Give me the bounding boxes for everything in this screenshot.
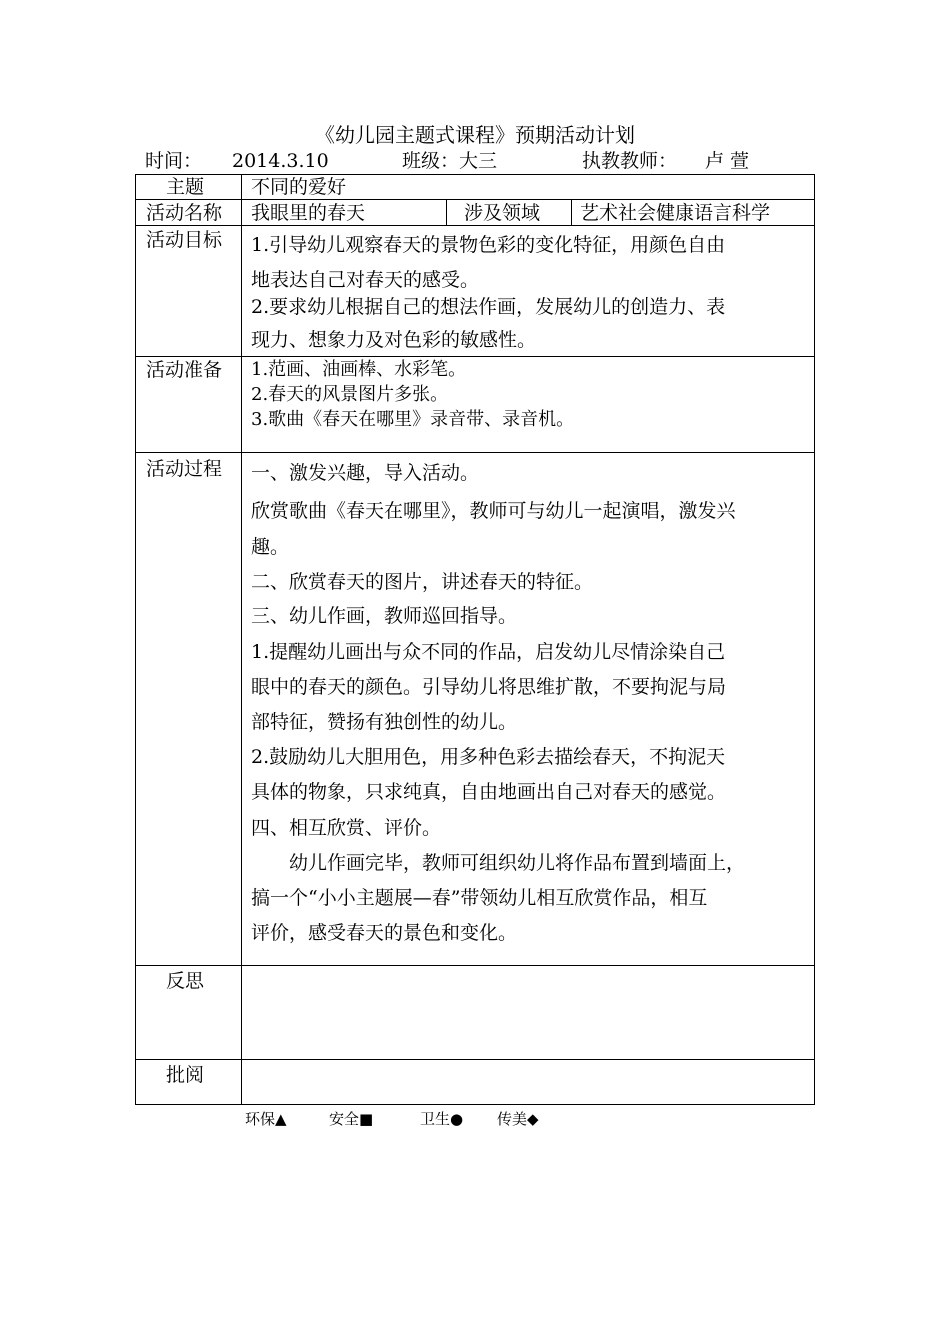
time-label: 时间： [145, 150, 203, 172]
process-line: 评价，感受春天的景色和变化。 [251, 922, 518, 944]
domain-value: 艺术社会健康语言科学 [580, 202, 771, 224]
row-divider [135, 199, 815, 200]
time-value: 2014.3.10 [232, 150, 329, 172]
goal-label: 活动目标 [146, 229, 223, 251]
prep-label: 活动准备 [146, 359, 223, 381]
legend-eco: 环保▲ [245, 1110, 287, 1128]
activity-name-label: 活动名称 [146, 202, 223, 224]
process-line: 2.鼓励幼儿大胆用色，用多种色彩去描绘春天，不拘泥天 [251, 746, 726, 768]
goal-line: 现力、想象力及对色彩的敏感性。 [251, 329, 537, 351]
process-line: 三、幼儿作画，教师巡回指导。 [251, 605, 518, 627]
teacher-name: 卢 萱 [705, 150, 750, 172]
process-line: 搞一个“小小主题展—春”带领幼儿相互欣赏作品，相互 [251, 887, 708, 909]
row-divider [135, 225, 815, 226]
process-line: 一、激发兴趣，导入活动。 [251, 462, 480, 484]
goal-line: 地表达自己对春天的感受。 [251, 269, 480, 291]
page-title: 《幼儿园主题式课程》预期活动计划 [315, 123, 635, 147]
process-line: 具体的物象，只求纯真，自由地画出自己对春天的感觉。 [251, 781, 727, 803]
process-line: 四、相互欣赏、评价。 [251, 817, 442, 839]
prep-line: 3.歌曲《春天在哪里》录音带、录音机。 [251, 409, 575, 430]
legend-hygiene: 卫生● [420, 1110, 464, 1128]
process-line: 部特征，赞扬有独创性的幼儿。 [251, 711, 518, 733]
legend-safety: 安全■ [329, 1110, 374, 1128]
prep-line: 1.范画、油画棒、水彩笔。 [251, 359, 467, 380]
column-divider [446, 199, 447, 225]
process-line: 幼儿作画完毕，教师可组织幼儿将作品布置到墙面上， [289, 852, 746, 874]
class-label: 班级：大三 [402, 150, 498, 172]
reflection-field[interactable] [251, 969, 806, 1053]
theme-value: 不同的爱好 [251, 176, 347, 198]
row-divider [135, 452, 815, 453]
domain-label: 涉及领域 [464, 202, 541, 224]
row-divider [135, 1059, 815, 1060]
process-line: 眼中的春天的颜色。引导幼儿将思维扩散，不要拘泥与局 [251, 676, 727, 698]
process-line: 二、欣赏春天的图片，讲述春天的特征。 [251, 571, 594, 593]
legend-praise: 传美◆ [497, 1110, 539, 1128]
process-line: 趣。 [251, 536, 290, 558]
process-line: 欣赏歌曲《春天在哪里》，教师可与幼儿一起演唱，激发兴 [251, 500, 736, 522]
process-label: 活动过程 [146, 458, 223, 480]
goal-line: 2.要求幼儿根据自己的想法作画，发展幼儿的创造力、表 [251, 296, 726, 318]
review-field[interactable] [251, 1063, 806, 1101]
row-divider [135, 965, 815, 966]
process-line: 1.提醒幼儿画出与众不同的作品，启发幼儿尽情涂染自己 [251, 641, 726, 663]
prep-line: 2.春天的风景图片多张。 [251, 384, 449, 405]
reflection-label: 反思 [166, 970, 205, 992]
review-label: 批阅 [166, 1064, 205, 1086]
theme-label: 主题 [166, 176, 205, 198]
column-divider [241, 174, 242, 1105]
column-divider [571, 199, 572, 225]
activity-name-value: 我眼里的春天 [251, 202, 366, 224]
goal-line: 1.引导幼儿观察春天的景物色彩的变化特征，用颜色自由 [251, 234, 726, 256]
teacher-label: 执教教师： [582, 150, 678, 172]
